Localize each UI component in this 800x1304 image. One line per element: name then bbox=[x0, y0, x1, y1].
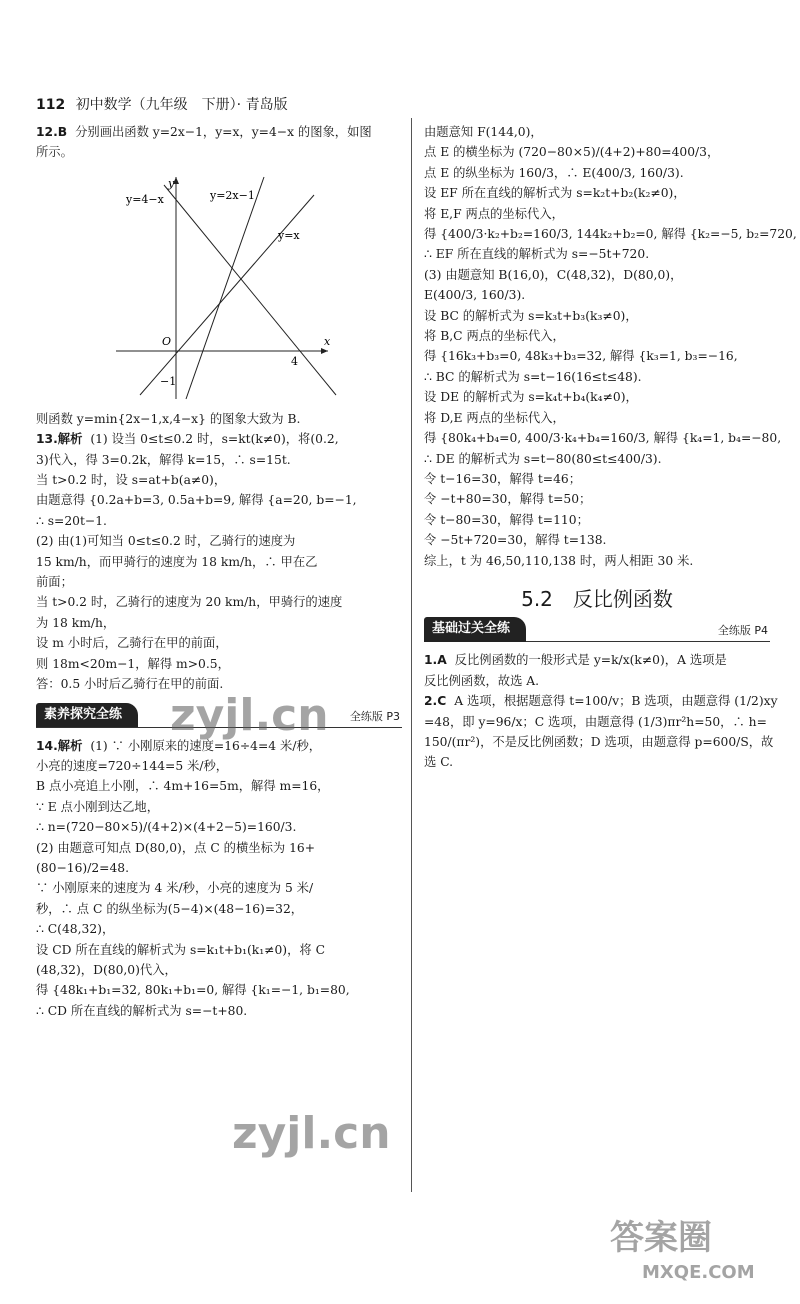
q13-line-7: 15 km/h，而甲骑行的速度为 18 km/h，∴ 甲在乙 bbox=[36, 554, 318, 569]
right-column bbox=[424, 122, 797, 773]
q13-line-3: 当 t>0.2 时，设 s=at+b(a≠0)， bbox=[36, 473, 227, 488]
banner-label: 基础过关全练 bbox=[424, 617, 526, 641]
q1-line-1 bbox=[424, 650, 770, 670]
q14-line-2: 小亮的速度=720÷144=5 米/秒， bbox=[36, 758, 229, 773]
q1-text: 反比例函数的一般形式是 y=k/x(k≠0)，A 选项是 bbox=[454, 653, 727, 668]
r-line-4: 设 EF 所在直线的解析式为 s=k₂t+b₂(k₂≠0)， bbox=[424, 186, 686, 201]
page-header bbox=[36, 94, 288, 114]
q13-line-2: 3)代入，得 3=0.2k，解得 k=15，∴ s=15t. bbox=[36, 452, 291, 467]
q13-line-5: ∴ s=20t−1. bbox=[36, 513, 107, 528]
banner-ref: 全练版 P4 bbox=[717, 624, 768, 638]
r-line-2: 点 E 的横坐标为 (720−80×5)/(4+2)+80=400/3， bbox=[424, 145, 720, 160]
q1-number: 1.A bbox=[424, 653, 447, 668]
r-line-8: (3) 由题意知 B(16,0)，C(48,32)，D(80,0)， bbox=[424, 267, 683, 282]
watermark-logo: 答案圈 bbox=[610, 1218, 712, 1258]
label-x-axis: x bbox=[324, 334, 331, 348]
q13-line-1 bbox=[36, 429, 402, 449]
q14-line-6: (2) 由题意可知点 D(80,0)，点 C 的横坐标为 16+ bbox=[36, 840, 316, 855]
q14-number: 14.解析 bbox=[36, 738, 83, 753]
q13-line-13: 答：0.5 小时后乙骑行在甲的前面. bbox=[36, 677, 224, 692]
r-line-16: 得 {80k₄+b₄=0, 400/3·k₄+b₄=160/3, 解得 {k₄=1, b₄=−80, bbox=[424, 431, 782, 446]
q14-line-12: (48,32)，D(80,0)代入， bbox=[36, 962, 177, 977]
banner-basic-practice bbox=[424, 615, 770, 642]
q14-line-5: ∴ n=(720−80×5)/(4+2)×(4+2−5)=160/3. bbox=[36, 820, 297, 835]
banner-ref: 全练版 P3 bbox=[349, 709, 400, 723]
label-origin: O bbox=[162, 334, 172, 348]
r-line-6: 得 {400/3·k₂+b₂=160/3, 144k₂+b₂=0, 解得 {k₂=−5, b₂=720, bbox=[424, 227, 797, 242]
r-line-7: ∴ EF 所在直线的解析式为 s=−5t+720. bbox=[424, 247, 650, 262]
r-line-17: ∴ DE 的解析式为 s=t−80(80≤t≤400/3). bbox=[424, 451, 662, 466]
q2-text: A 选项，根据题意得 t=100/v；B 选项，由题意得 (1/2)xy bbox=[454, 694, 778, 709]
r-line-20: 令 t−80=30，解得 t=110； bbox=[424, 512, 589, 527]
r-line-9: E(400/3, 160/3). bbox=[424, 288, 526, 303]
q2-number: 2.C bbox=[424, 694, 447, 709]
q12-text-2: 所示。 bbox=[36, 145, 73, 160]
q14-line-13: 得 {48k₁+b₁=32, 80k₁+b₁=0, 解得 {k₁=−1, b₁=80, bbox=[36, 983, 350, 998]
q13-line-11: 设 m 小时后，乙骑行在甲的前面， bbox=[36, 636, 228, 651]
line-y-2x-minus-1 bbox=[186, 177, 264, 399]
q1-line-2: 反比例函数，故选 A. bbox=[424, 673, 540, 688]
q13-line-6: (2) 由(1)可知当 0≤t≤0.2 时，乙骑行的速度为 bbox=[36, 534, 296, 549]
r-line-22: 综上，t 为 46,50,110,138 时，两人相距 30 米. bbox=[424, 553, 694, 568]
q13-line-9: 当 t>0.2 时，乙骑行的速度为 20 km/h，甲骑行的速度 bbox=[36, 595, 343, 610]
q14-line-11: 设 CD 所在直线的解析式为 s=k₁t+b₁(k₁≠0)，将 C bbox=[36, 942, 326, 957]
q13-text: (1) 设当 0≤t≤0.2 时，s=kt(k≠0)，将(0.2, bbox=[90, 432, 339, 447]
r-line-13: ∴ BC 的解析式为 s=t−16(16≤t≤48). bbox=[424, 369, 642, 384]
r-line-21: 令 −5t+720=30，解得 t=138. bbox=[424, 533, 607, 548]
q14-line-14: ∴ CD 所在直线的解析式为 s=−t+80. bbox=[36, 1003, 248, 1018]
q2-line-2: =48，即 y=96/x；C 选项，由题意得 (1/3)πr²h=50，∴ h= bbox=[424, 714, 767, 729]
q13-line-12: 则 18m<20m−1，解得 m>0.5， bbox=[36, 656, 230, 671]
function-graph bbox=[110, 167, 340, 405]
line-y-x bbox=[140, 195, 314, 395]
column-divider bbox=[411, 118, 412, 1192]
book-title: 初中数学（九年级 下册）· 青岛版 bbox=[75, 97, 288, 113]
q12-number: 12.B bbox=[36, 125, 68, 139]
q14-line-8: ∵ 小刚原来的速度为 4 米/秒，小亮的速度为 5 米/ bbox=[36, 881, 314, 896]
label-tick-4: 4 bbox=[291, 354, 298, 368]
q14-line-7: (80−16)/2=48. bbox=[36, 860, 130, 875]
r-line-5: 将 E,F 两点的坐标代入， bbox=[424, 206, 564, 221]
q2-line-4: 选 C. bbox=[424, 755, 454, 770]
x-axis-arrow bbox=[321, 348, 328, 354]
q13-line-8: 前面； bbox=[36, 575, 73, 590]
q14-text: (1) ∵ 小刚原来的速度=16÷4=4 米/秒， bbox=[90, 738, 322, 753]
r-line-10: 设 BC 的解析式为 s=k₃t+b₃(k₃≠0)， bbox=[424, 308, 638, 323]
label-tick-minus-1: −1 bbox=[160, 374, 177, 388]
q2-line-1 bbox=[424, 691, 778, 711]
q12-text: 分别画出函数 y=2x−1，y=x，y=4−x 的图象，如图 bbox=[75, 125, 372, 139]
q14-line-10: ∴ C(48,32)， bbox=[36, 922, 115, 937]
q14-line-9: 秒，∴ 点 C 的纵坐标为(5−4)×(48−16)=32， bbox=[36, 901, 304, 916]
label-y-axis: y bbox=[168, 176, 175, 190]
page-number: 112 bbox=[36, 97, 66, 113]
q13-line-4: 由题意得 {0.2a+b=3, 0.5a+b=9, 解得 {a=20, b=−1, bbox=[36, 493, 357, 508]
q13-number: 13.解析 bbox=[36, 432, 83, 447]
r-line-1: 由题意知 F(144,0)， bbox=[424, 125, 543, 139]
watermark-site: MXQE.COM bbox=[642, 1262, 755, 1283]
r-line-11: 将 B,C 两点的坐标代入， bbox=[424, 329, 565, 344]
r-line-15: 将 D,E 两点的坐标代入， bbox=[424, 410, 565, 425]
left-column bbox=[36, 122, 402, 1021]
r-line-12: 得 {16k₃+b₃=0, 48k₃+b₃=32, 解得 {k₃=1, b₃=−16, bbox=[424, 349, 738, 364]
banner-label: 素养探究全练 bbox=[36, 703, 138, 727]
section-title: 5.2 反比例函数 bbox=[521, 586, 673, 611]
label-y-x: y=x bbox=[278, 228, 300, 242]
q13-line-10: 为 18 km/h， bbox=[36, 615, 116, 630]
q14-line-4: ∵ E 点小刚到达乙地， bbox=[36, 799, 159, 814]
r-line-14: 设 DE 的解析式为 s=k₄t+b₄(k₄≠0)， bbox=[424, 390, 638, 405]
r-line-3: 点 E 的纵坐标为 160/3，∴ E(400/3, 160/3). bbox=[424, 165, 684, 180]
q12-conclusion: 则函数 y=min{2x−1,x,4−x} 的图象大致为 B. bbox=[36, 411, 301, 426]
q2-line-3: 150/(πr²)，不是反比例函数；D 选项，由题意得 p=600/S，故 bbox=[424, 734, 774, 749]
label-y-4-minus-x: y=4−x bbox=[126, 192, 164, 206]
r-line-19: 令 −t+80=30，解得 t=50； bbox=[424, 492, 592, 507]
watermark-zyjl-2: zyjl.cn bbox=[232, 1108, 391, 1159]
q14-line-3: B 点小亮追上小刚，∴ 4m+16=5m，解得 m=16， bbox=[36, 779, 330, 794]
q12-line bbox=[36, 122, 402, 142]
label-y-2x-minus-1: y=2x−1 bbox=[210, 188, 255, 202]
r-line-18: 令 t−16=30，解得 t=46； bbox=[424, 471, 582, 486]
watermark-zyjl-1: zyjl.cn bbox=[170, 690, 329, 741]
